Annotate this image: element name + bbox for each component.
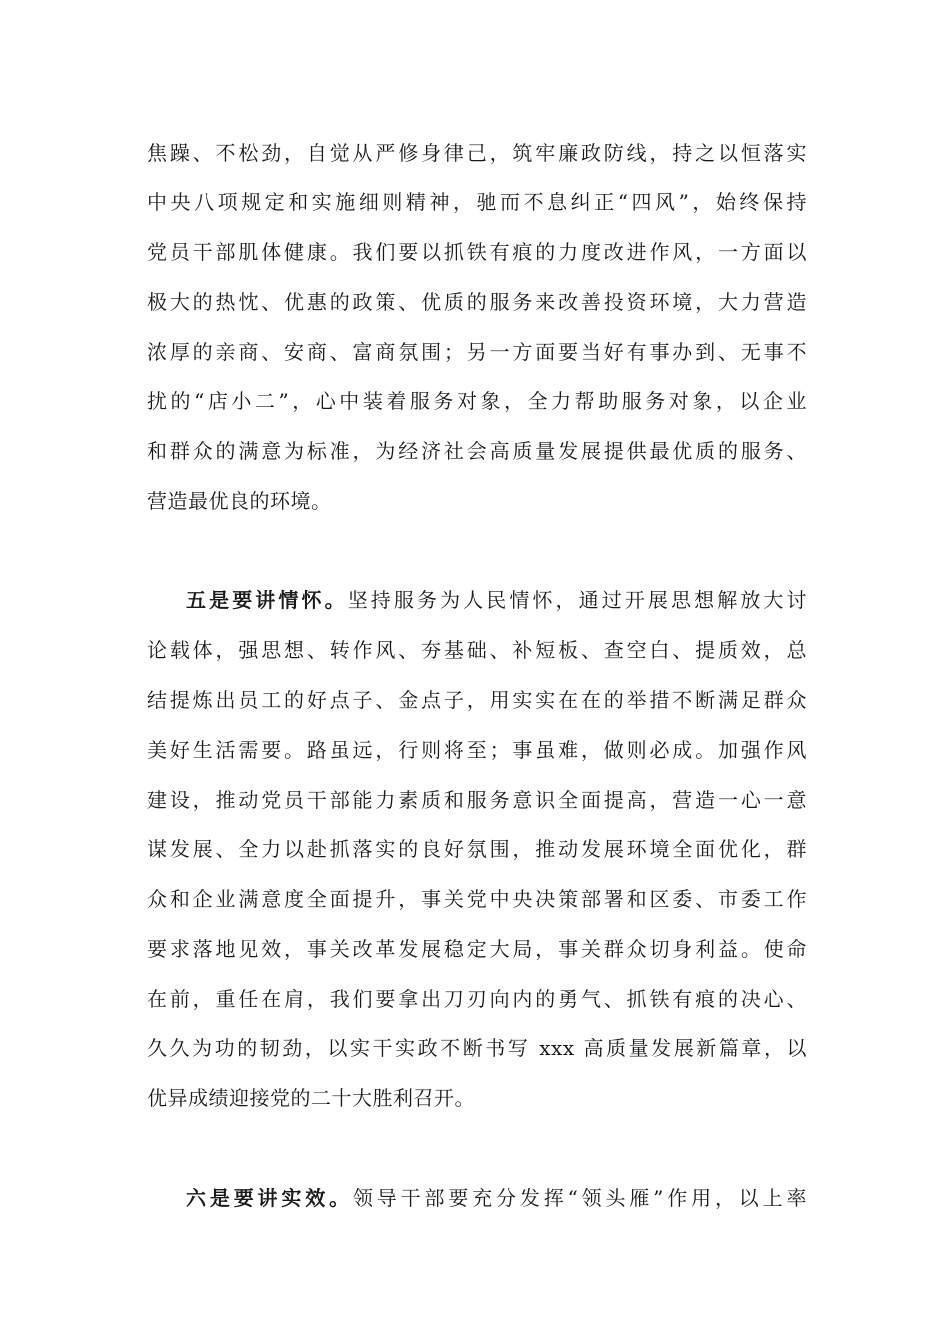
text-line: 众和企业满意度全面提升，事关党中央决策部署和区委、市委工作 bbox=[147, 887, 807, 911]
text-line: 久久为功的韧劲，以实干实政不断书写 xxx 高质量发展新篇章，以 bbox=[147, 1036, 807, 1060]
section-lead: 六是要讲实效。 bbox=[186, 1186, 353, 1210]
text-line: 要求落地见效，事关改革发展稳定大局，事关群众切身利益。使命 bbox=[147, 937, 807, 961]
text-line: 扰的“店小二”，心中装着服务对象，全力帮助服务对象，以企业 bbox=[147, 389, 807, 413]
text-line: 中央八项规定和实施细则精神，驰而不息纠正“四风”，始终保持 bbox=[147, 190, 807, 214]
text-line: 优异成绩迎接党的二十大胜利召开。 bbox=[147, 1086, 475, 1110]
text-line: 营造最优良的环境。 bbox=[147, 489, 332, 513]
paragraph-first-line bbox=[186, 587, 807, 613]
text-line: 浓厚的亲商、安商、富商氛围；另一方面要当好有事办到、无事不 bbox=[147, 340, 807, 364]
text-line: 建设，推动党员干部能力素质和服务意识全面提高，营造一心一意 bbox=[147, 788, 807, 812]
text-line: 在前，重任在肩，我们要拿出刀刃向内的勇气、抓铁有痕的决心、 bbox=[147, 987, 807, 1011]
paragraph-first-line bbox=[186, 1185, 807, 1211]
text-line: 党员干部肌体健康。我们要以抓铁有痕的力度改进作风，一方面以 bbox=[147, 240, 807, 264]
text-line: 美好生活需要。路虽远，行则将至；事虽难，做则必成。加强作风 bbox=[147, 738, 807, 762]
section-lead: 五是要讲情怀。 bbox=[186, 588, 348, 612]
text-line: 结提炼出员工的好点子、金点子，用实实在在的举措不断满足群众 bbox=[147, 688, 807, 712]
text-run: 坚持服务为人民情怀，通过开展思想解放大讨 bbox=[347, 588, 808, 612]
text-line: 谋发展、全力以赴抓落实的良好氛围，推动发展环境全面优化，群 bbox=[147, 837, 807, 861]
text-line: 和群众的满意为标准，为经济社会高质量发展提供最优质的服务、 bbox=[147, 439, 807, 463]
text-line: 焦躁、不松劲，自觉从严修身律己，筑牢廉政防线，持之以恒落实 bbox=[147, 141, 807, 165]
text-line: 论载体，强思想、转作风、夯基础、补短板、查空白、提质效，总 bbox=[147, 638, 807, 662]
text-run: 领导干部要充分发挥“领头雁”作用，以上率 bbox=[352, 1186, 807, 1210]
text-line: 极大的热忱、优惠的政策、优质的服务来改善投资环境，大力营造 bbox=[147, 290, 807, 314]
